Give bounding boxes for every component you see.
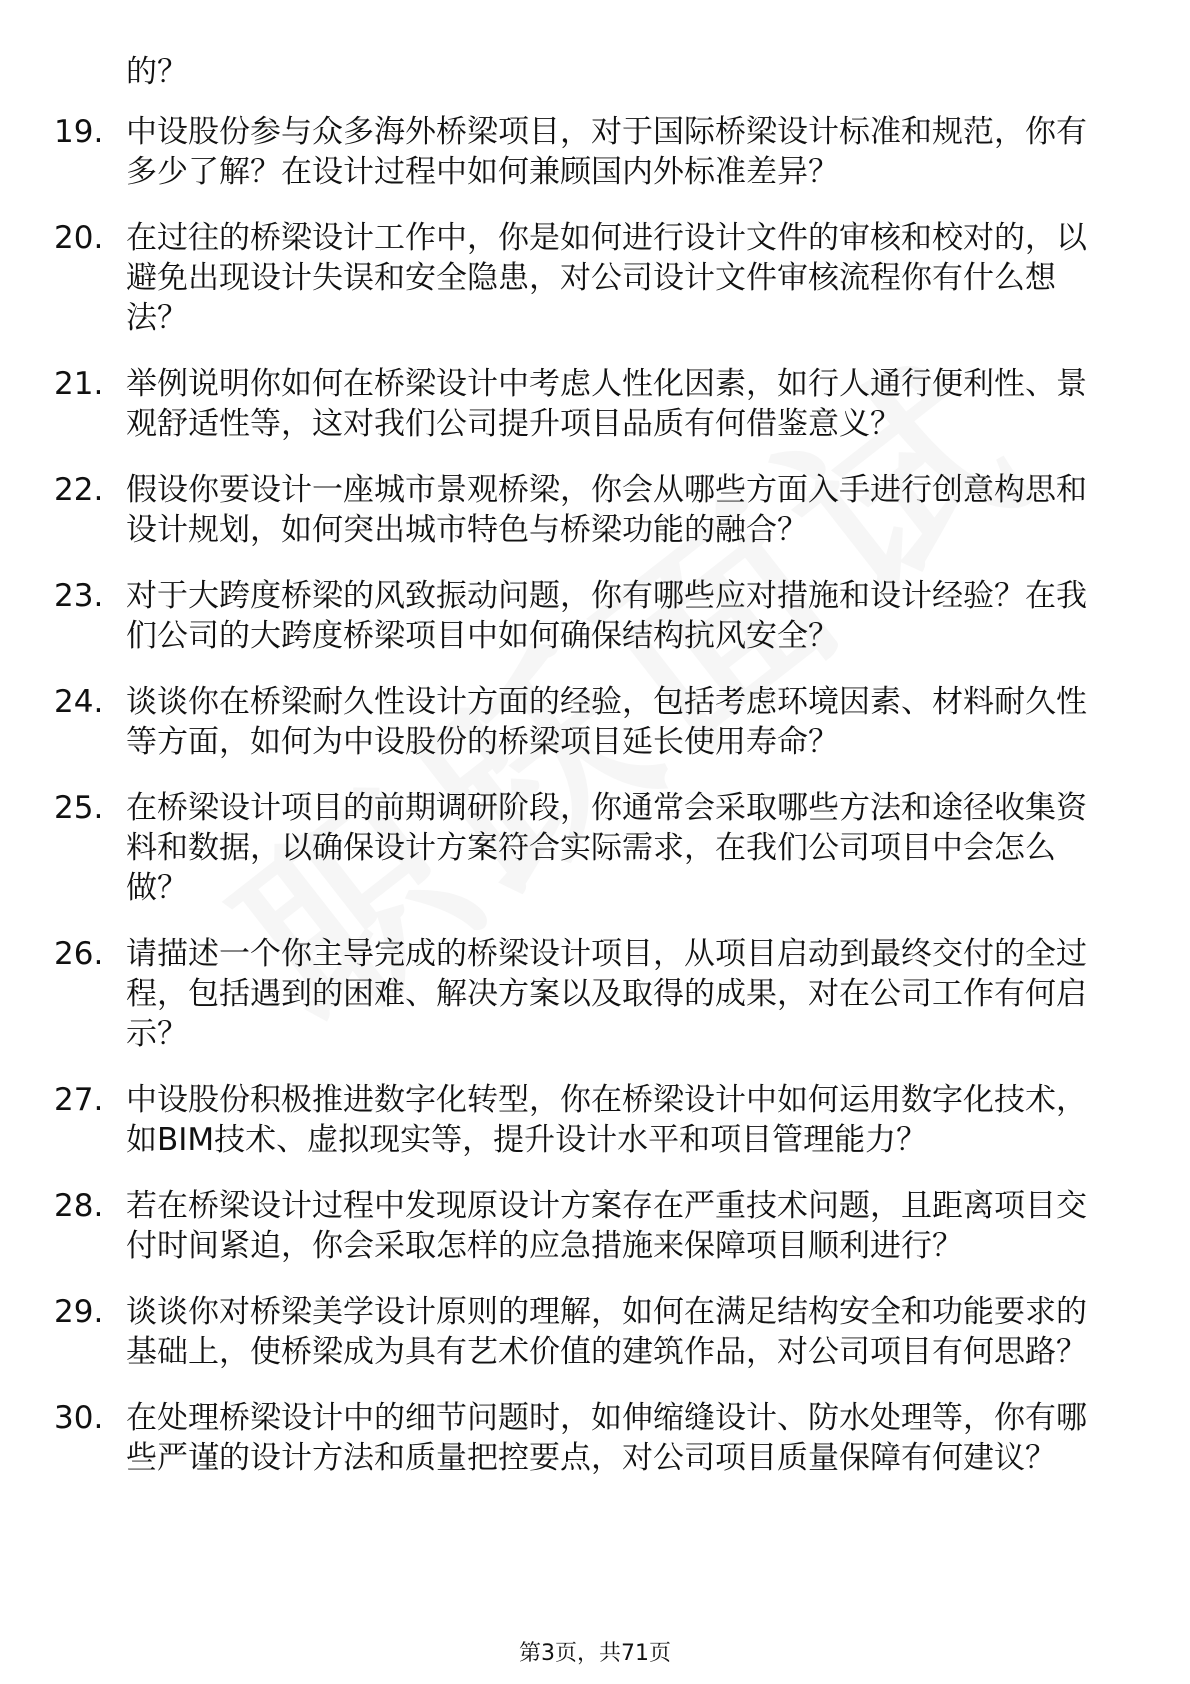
list-item — [54, 364, 1114, 444]
question-text: 举例说明你如何在桥梁设计中考虑人性化因素，如行人通行便利性、景观舒适性等，这对我们公司提升项目品质有何借鉴意义？ — [126, 366, 1087, 442]
question-text: 在处理桥梁设计中的细节问题时，如伸缩缝设计、防水处理等，你有哪些严谨的设计方法和质量把控要点，对公司项目质量保障有何建议？ — [126, 1400, 1087, 1476]
page-footer — [0, 1640, 1190, 1668]
list-item — [54, 788, 1114, 908]
question-number: 26. — [54, 936, 104, 972]
list-item — [54, 682, 1114, 762]
question-number: 28. — [54, 1188, 104, 1224]
question-text: 请描述一个你主导完成的桥梁设计项目，从项目启动到最终交付的全过程，包括遇到的困难、解决方案以及取得的成果，对在公司工作有何启示？ — [126, 936, 1087, 1052]
list-item — [54, 1186, 1114, 1266]
list-item — [54, 218, 1114, 338]
list-item — [54, 1080, 1114, 1160]
question-text: 若在桥梁设计过程中发现原设计方案存在严重技术问题，且距离项目交付时间紧迫，你会采取怎样的应急措施来保障项目顺利进行？ — [126, 1188, 1087, 1264]
list-item — [54, 1292, 1114, 1372]
question-number: 25. — [54, 790, 104, 826]
question-number: 27. — [54, 1082, 104, 1118]
list-item — [54, 112, 1114, 192]
question-text: 中设股份参与众多海外桥梁项目，对于国际桥梁设计标准和规范，你有多少了解？在设计过程中如何兼顾国内外标准差异？ — [126, 114, 1087, 190]
carry-over-text: 的？ — [126, 54, 188, 90]
list-item — [54, 1398, 1114, 1478]
question-text: 假设你要设计一座城市景观桥梁，你会从哪些方面入手进行创意构思和设计规划，如何突出城市特色与桥梁功能的融合？ — [126, 472, 1087, 548]
list-item — [54, 934, 1114, 1054]
page-number-label: 第3页，共71页 — [519, 1641, 671, 1666]
question-number: 19. — [54, 114, 104, 150]
question-text: 在过往的桥梁设计工作中，你是如何进行设计文件的审核和校对的，以避免出现设计失误和安全隐患，对公司设计文件审核流程你有什么想法？ — [126, 220, 1087, 336]
question-number: 20. — [54, 220, 104, 256]
question-number: 22. — [54, 472, 104, 508]
list-item — [54, 576, 1114, 656]
question-list — [54, 112, 1114, 1504]
question-number: 30. — [54, 1400, 104, 1436]
question-text: 谈谈你在桥梁耐久性设计方面的经验，包括考虑环境因素、材料耐久性等方面，如何为中设股份的桥梁项目延长使用寿命？ — [126, 684, 1087, 760]
question-text: 对于大跨度桥梁的风致振动问题，你有哪些应对措施和设计经验？在我们公司的大跨度桥梁项目中如何确保结构抗风安全？ — [126, 578, 1087, 654]
question-number: 24. — [54, 684, 104, 720]
question-number: 23. — [54, 578, 104, 614]
list-item — [54, 470, 1114, 550]
question-text: 中设股份积极推进数字化转型，你在桥梁设计中如何运用数字化技术，如BIM技术、虚拟现实等，提升设计水平和项目管理能力？ — [126, 1082, 1087, 1158]
question-text: 在桥梁设计项目的前期调研阶段，你通常会采取哪些方法和途径收集资料和数据，以确保设计方案符合实际需求，在我们公司项目中会怎么做？ — [126, 790, 1087, 906]
question-number: 21. — [54, 366, 104, 402]
question-text: 谈谈你对桥梁美学设计原则的理解，如何在满足结构安全和功能要求的基础上，使桥梁成为具有艺术价值的建筑作品，对公司项目有何思路？ — [126, 1294, 1087, 1370]
question-number: 29. — [54, 1294, 104, 1330]
